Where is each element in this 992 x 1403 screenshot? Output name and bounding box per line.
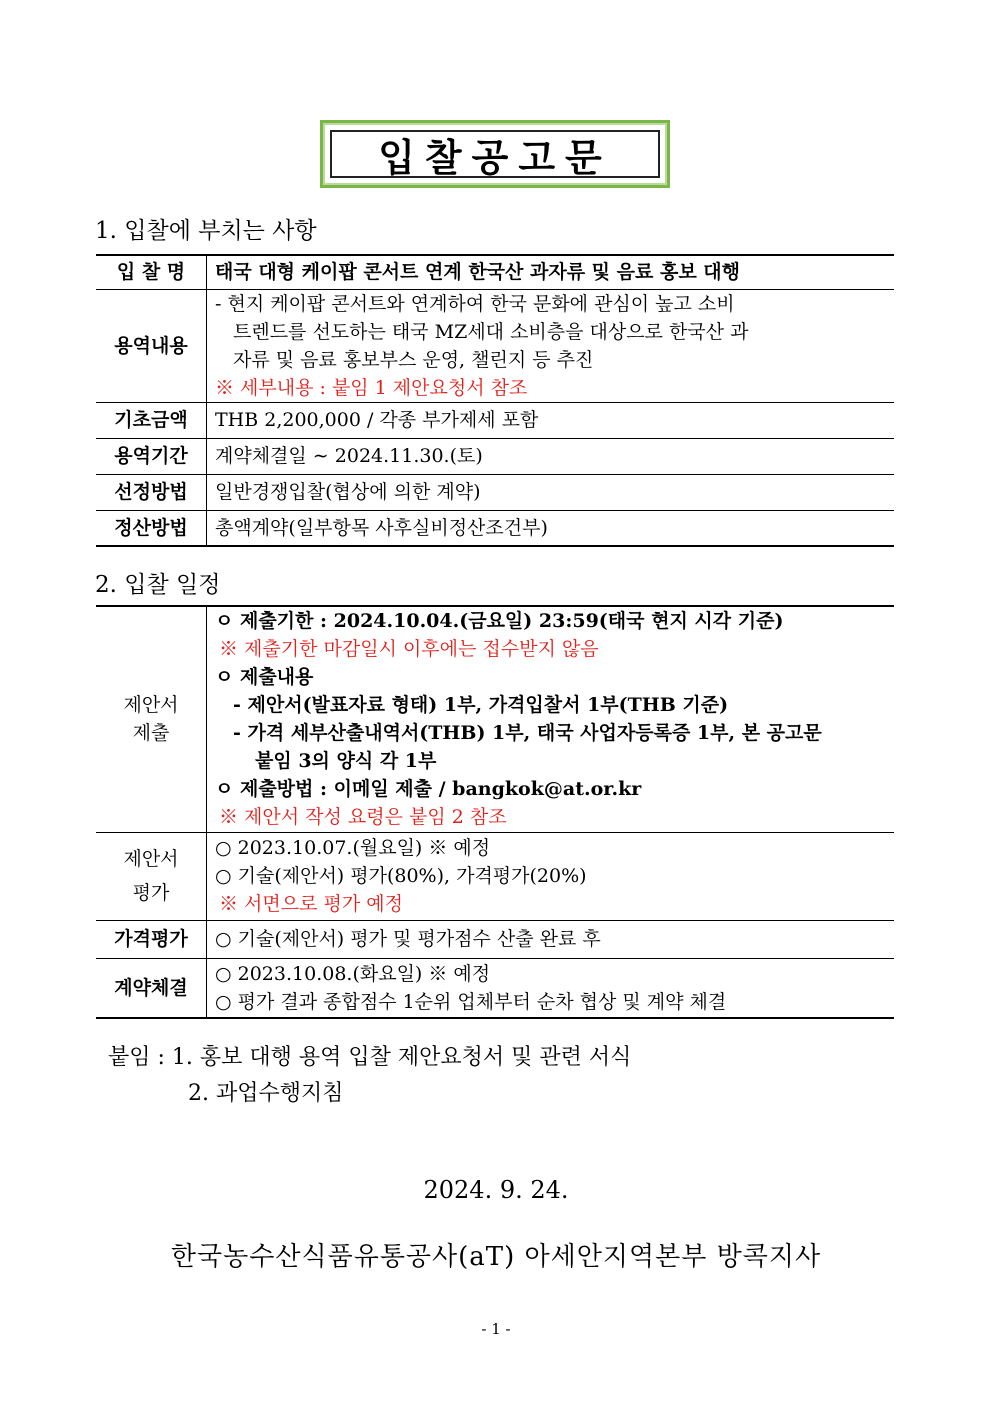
table-row <box>96 402 894 438</box>
content-line: 자류 및 음료 홍보부스 운영, 챌린지 등 추진 <box>233 348 594 371</box>
table-row <box>96 289 894 402</box>
section1-heading: 1. 입찰에 부치는 사항 <box>95 218 317 244</box>
table-row <box>96 606 894 832</box>
contents-item: 붙임 3의 양식 각 1부 <box>255 750 437 773</box>
eval-item: ○ 2023.10.07.(월요일) ※ 예정 <box>215 837 491 859</box>
contract-label: 계약체결 <box>96 958 207 1018</box>
method-note: ※ 제안서 작성 요령은 붙임 2 참조 <box>219 806 507 829</box>
organization-name: 한국농수산식품유통공사(aT) 아세안지역본부 방콕지사 <box>170 1242 822 1272</box>
table-row <box>96 920 894 958</box>
proposal-submit-cell <box>207 606 895 832</box>
base-amount-value: THB 2,200,000 / 각종 부가제세 포함 <box>207 402 895 438</box>
schedule-table <box>96 605 894 1019</box>
settlement-label: 정산방법 <box>96 510 207 546</box>
price-eval-value: ○ 기술(제안서) 평가 및 평가점수 산출 완료 후 <box>207 920 895 958</box>
content-line: - 현지 케이팝 콘서트와 연계하여 한국 문화에 관심이 높고 소비 <box>215 292 735 315</box>
selection-method-value: 일반경쟁입찰(협상에 의한 계약) <box>207 474 895 510</box>
bid-info-table <box>96 254 894 547</box>
content-note: ※ 세부내용 : 붙임 1 제안요청서 참조 <box>215 376 528 399</box>
label-line: 제안서 <box>123 694 179 717</box>
document-title: 입찰공고문 <box>330 130 660 178</box>
settlement-value: 총액계약(일부항목 사후실비정산조건부) <box>207 510 895 546</box>
table-row <box>96 474 894 510</box>
contract-item: ○ 평가 결과 종합점수 1순위 업체부터 순차 협상 및 계약 체결 <box>215 990 727 1013</box>
base-amount-label: 기초금액 <box>96 402 207 438</box>
eval-item: ○ 기술(제안서) 평가(80%), 가격평가(20%) <box>215 865 587 887</box>
proposal-submit-label <box>96 606 207 832</box>
label-line: 제출 <box>132 722 170 745</box>
table-row <box>96 438 894 474</box>
contents-head: ㅇ 제출내용 <box>215 666 314 689</box>
contents-item: - 가격 세부산출내역서(THB) 1부, 태국 사업자등록증 1부, 본 공고문 <box>233 722 822 745</box>
service-content-label: 용역내용 <box>96 289 207 402</box>
title-box <box>320 120 670 188</box>
attachment-line: 붙임 : 1. 홍보 대행 용역 입찰 제안요청서 및 관련 서식 <box>108 1045 632 1070</box>
section2-heading: 2. 입찰 일정 <box>95 572 221 598</box>
bid-name-label: 입 찰 명 <box>96 255 207 289</box>
contract-cell <box>207 958 895 1018</box>
page-number: - 1 - <box>481 1320 511 1338</box>
label-line: 제안서 <box>123 848 179 870</box>
deadline-note: ※ 제출기한 마감일시 이후에는 접수받지 않음 <box>219 638 599 661</box>
document-date: 2024. 9. 24. <box>423 1176 569 1204</box>
contract-item: ○ 2023.10.08.(화요일) ※ 예정 <box>215 962 491 985</box>
eval-note: ※ 서면으로 평가 예정 <box>219 893 403 915</box>
selection-method-label: 선정방법 <box>96 474 207 510</box>
table-row <box>96 255 894 289</box>
label-line: 평가 <box>132 882 170 904</box>
service-period-value: 계약체결일 ∼ 2024.11.30.(토) <box>207 438 895 474</box>
proposal-eval-label <box>96 832 207 920</box>
deadline: ㅇ 제출기한 : 2024.10.04.(금요일) 23:59(태국 현지 시각 기준) <box>215 610 784 633</box>
service-period-label: 용역기간 <box>96 438 207 474</box>
bid-name-value: 태국 대형 케이팝 콘서트 연계 한국산 과자류 및 음료 홍보 대행 <box>207 255 895 289</box>
attachment-line: 2. 과업수행지침 <box>188 1081 344 1106</box>
table-row <box>96 510 894 546</box>
table-row <box>96 958 894 1018</box>
table-row <box>96 832 894 920</box>
submit-method: ㅇ 제출방법 : 이메일 제출 / bangkok@at.or.kr <box>215 778 642 801</box>
contents-item: - 제안서(발표자료 형태) 1부, 가격입찰서 1부(THB 기준) <box>233 694 729 717</box>
service-content-cell <box>207 289 895 402</box>
proposal-eval-cell <box>207 832 895 920</box>
attachments <box>108 1040 631 1112</box>
content-line: 트렌드를 선도하는 태국 MZ세대 소비층을 대상으로 한국산 과 <box>233 320 749 343</box>
price-eval-label: 가격평가 <box>96 920 207 958</box>
